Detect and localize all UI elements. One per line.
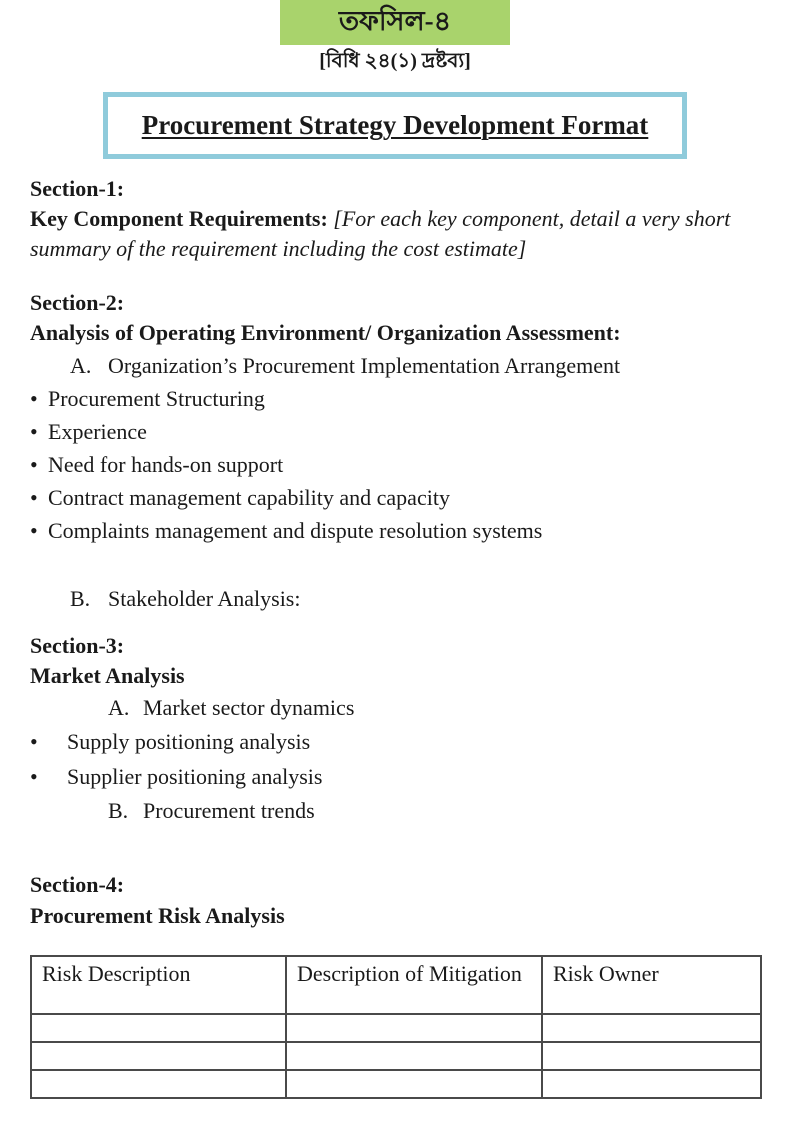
section4-subheading: Procurement Risk Analysis (30, 903, 285, 928)
column-header-risk-owner: Risk Owner (542, 956, 761, 1014)
section2-bullet-list (30, 382, 770, 547)
document-title: Procurement Strategy Development Format (141, 110, 649, 140)
schedule-badge (280, 0, 510, 45)
item-b-marker: B. (70, 586, 91, 611)
bullet-icon: • (30, 386, 38, 411)
list-item (30, 382, 770, 415)
table-cell (31, 1070, 286, 1098)
section1-heading: Section-1: (30, 176, 125, 201)
list-item (30, 448, 770, 481)
table-cell (542, 1042, 761, 1070)
bullet-text: Complaints management and dispute resolution systems (48, 518, 543, 543)
table-cell (542, 1014, 761, 1042)
bullet-icon: • (30, 764, 38, 789)
table-cell (286, 1042, 542, 1070)
section3-headings (30, 631, 770, 691)
item-a-text: Organization’s Procurement Implementation Arrangement (108, 353, 621, 378)
bullet-text: Need for hands-on support (48, 452, 284, 477)
schedule-badge-text: তফসিল-৪ (338, 6, 452, 36)
table-cell (31, 1014, 286, 1042)
section2-heading: Section-2: (30, 290, 125, 315)
list-item (30, 514, 770, 547)
item-a-marker: A. (108, 695, 130, 720)
list-item (30, 481, 770, 514)
risk-table (30, 955, 762, 1099)
item-b-marker: B. (108, 798, 129, 823)
section1 (30, 174, 770, 264)
table-cell (286, 1070, 542, 1098)
table-cell (542, 1070, 761, 1098)
bullet-text: Procurement Structuring (48, 386, 265, 411)
list-item (30, 724, 770, 759)
table-row (31, 1014, 761, 1042)
bullet-text: Contract management capability and capacity (48, 485, 450, 510)
bullet-text: Experience (48, 419, 147, 444)
bullet-icon: • (30, 729, 38, 754)
item-a-text: Market sector dynamics (143, 695, 355, 720)
section4-headings (30, 869, 770, 931)
section3-item-a (108, 691, 770, 724)
item-b-text: Procurement trends (143, 798, 315, 823)
bullet-icon: • (30, 485, 38, 510)
table-cell (286, 1014, 542, 1042)
section3-heading: Section-3: (30, 633, 125, 658)
section2-headings (30, 288, 770, 348)
table-cell (31, 1042, 286, 1070)
table-header-row (31, 956, 761, 1014)
list-item (30, 415, 770, 448)
list-item (30, 759, 770, 794)
bullet-text: Supplier positioning analysis (67, 764, 323, 789)
table-row (31, 1042, 761, 1070)
bullet-icon: • (30, 419, 38, 444)
column-header-risk-description: Risk Description (31, 956, 286, 1014)
bullet-icon: • (30, 518, 38, 543)
section1-label: Key Component Requirements: (30, 206, 334, 231)
section1-note: [For each key component, detail a very short summary of the requirement including the cost estimate] (30, 206, 731, 261)
document-title-box (103, 92, 687, 159)
section4-heading: Section-4: (30, 872, 125, 897)
item-b-text: Stakeholder Analysis: (108, 586, 301, 611)
section2-item-a (70, 350, 770, 382)
document-body (0, 174, 790, 1099)
rule-reference: [বিধি ২৪(১) দ্রষ্টব্য] (319, 50, 471, 72)
section3-subheading: Market Analysis (30, 663, 185, 688)
table-row (31, 1070, 761, 1098)
section3-bullet-list (30, 724, 770, 794)
bullet-icon: • (30, 452, 38, 477)
section2-item-b (70, 583, 770, 615)
section3-item-b (108, 794, 770, 827)
section2-subheading: Analysis of Operating Environment/ Organization Assessment: (30, 320, 621, 345)
column-header-description-of-mitigation: Description of Mitigation (286, 956, 542, 1014)
bullet-text: Supply positioning analysis (67, 729, 311, 754)
item-a-marker: A. (70, 353, 92, 378)
